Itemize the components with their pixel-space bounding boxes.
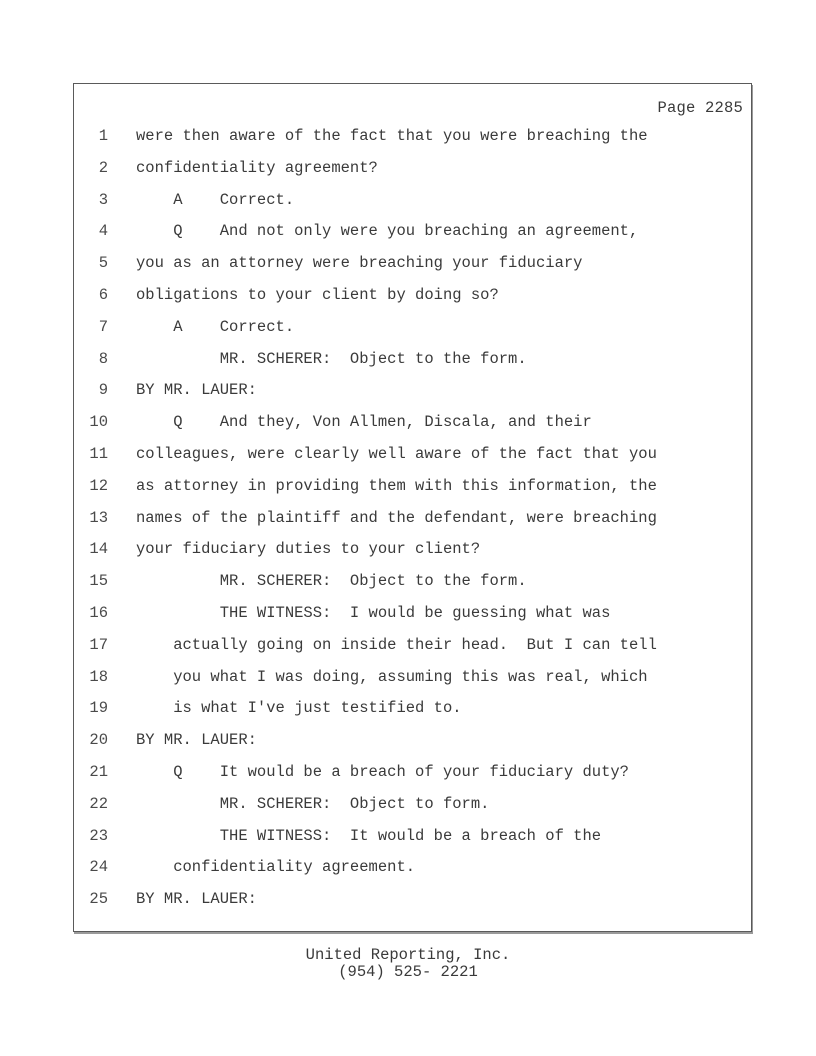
transcript-line — [74, 413, 751, 435]
line-text: BY MR. LAUER: — [136, 381, 257, 400]
line-text: BY MR. LAUER: — [136, 890, 257, 909]
footer — [0, 947, 816, 981]
line-text: MR. SCHERER: Object to the form. — [136, 572, 527, 591]
line-text: were then aware of the fact that you were breaching the — [136, 127, 648, 145]
line-text: is what I've just testified to. — [136, 699, 462, 718]
transcript-line — [74, 222, 751, 244]
line-number: 11 — [89, 445, 108, 463]
line-number: 15 — [89, 572, 108, 591]
page-number: Page 2285 — [657, 99, 743, 117]
line-text: A Correct. — [136, 190, 295, 209]
line-text: Q And they, Von Allmen, Discala, and their — [136, 413, 592, 432]
line-number: 20 — [89, 731, 108, 750]
line-text: THE WITNESS: It would be a breach of the — [136, 826, 602, 845]
line-number: 21 — [89, 763, 108, 781]
line-number: 3 — [98, 190, 108, 209]
line-number: 5 — [98, 254, 108, 273]
footer-company: United Reporting, Inc. — [305, 946, 511, 964]
line-text: actually going on inside their head. But I can tell — [136, 635, 657, 654]
transcript-line — [74, 699, 751, 721]
line-number: 2 — [98, 158, 108, 177]
line-number: 23 — [89, 826, 108, 845]
line-number: 19 — [89, 699, 108, 718]
line-number: 7 — [98, 317, 108, 336]
line-number: 13 — [89, 508, 108, 527]
line-text: your fiduciary duties to your client? — [136, 540, 481, 559]
line-text: confidentiality agreement? — [136, 158, 378, 177]
transcript-line — [74, 509, 751, 531]
transcript-line — [74, 731, 751, 753]
line-number: 6 — [98, 286, 108, 304]
line-number: 10 — [89, 413, 108, 432]
line-text: you as an attorney were breaching your fiduciary — [136, 254, 583, 273]
line-number: 9 — [98, 381, 108, 400]
line-text: obligations to your client by doing so? — [136, 286, 499, 304]
transcript-line — [74, 604, 751, 626]
line-number: 1 — [98, 127, 108, 145]
line-text: THE WITNESS: I would be guessing what was — [136, 604, 611, 622]
transcript-line — [74, 827, 751, 849]
line-text: MR. SCHERER: Object to form. — [136, 794, 490, 813]
line-text: Q It would be a breach of your fiduciary duty? — [136, 763, 629, 781]
transcript-line — [74, 254, 751, 276]
line-number: 12 — [89, 476, 108, 495]
transcript-line — [74, 668, 751, 690]
transcript-line — [74, 191, 751, 213]
transcript-line — [74, 795, 751, 817]
transcript-line — [74, 477, 751, 499]
line-number: 22 — [89, 794, 108, 813]
line-text: Q And not only were you breaching an agreement, — [136, 222, 639, 241]
line-number: 24 — [89, 858, 108, 877]
transcript-line — [74, 286, 751, 308]
transcript-line — [74, 890, 751, 912]
line-number: 4 — [98, 222, 108, 241]
footer-phone: (954) 525- 2221 — [338, 963, 478, 981]
line-text: BY MR. LAUER: — [136, 731, 257, 750]
transcript-line — [74, 763, 751, 785]
transcript-line — [74, 572, 751, 594]
transcript-line — [74, 636, 751, 658]
transcript-line — [74, 318, 751, 340]
transcript-line — [74, 540, 751, 562]
line-text: as attorney in providing them with this information, the — [136, 476, 657, 495]
transcript-line — [74, 381, 751, 403]
line-number: 18 — [89, 667, 108, 686]
transcript-line — [74, 445, 751, 467]
line-number: 14 — [89, 540, 108, 559]
line-text: colleagues, were clearly well aware of the fact that you — [136, 445, 657, 463]
transcript-line — [74, 350, 751, 372]
transcript-line — [74, 127, 751, 149]
line-text: names of the plaintiff and the defendant, were breaching — [136, 508, 657, 527]
transcript-page — [73, 83, 752, 932]
line-number: 8 — [98, 349, 108, 368]
transcript-line — [74, 159, 751, 181]
line-number: 17 — [89, 635, 108, 654]
line-text: you what I was doing, assuming this was real, which — [136, 667, 648, 686]
line-text: MR. SCHERER: Object to the form. — [136, 349, 527, 368]
line-text: A Correct. — [136, 317, 295, 336]
line-number: 25 — [89, 890, 108, 909]
line-number: 16 — [89, 604, 108, 622]
transcript-line — [74, 858, 751, 880]
line-text: confidentiality agreement. — [136, 858, 416, 877]
